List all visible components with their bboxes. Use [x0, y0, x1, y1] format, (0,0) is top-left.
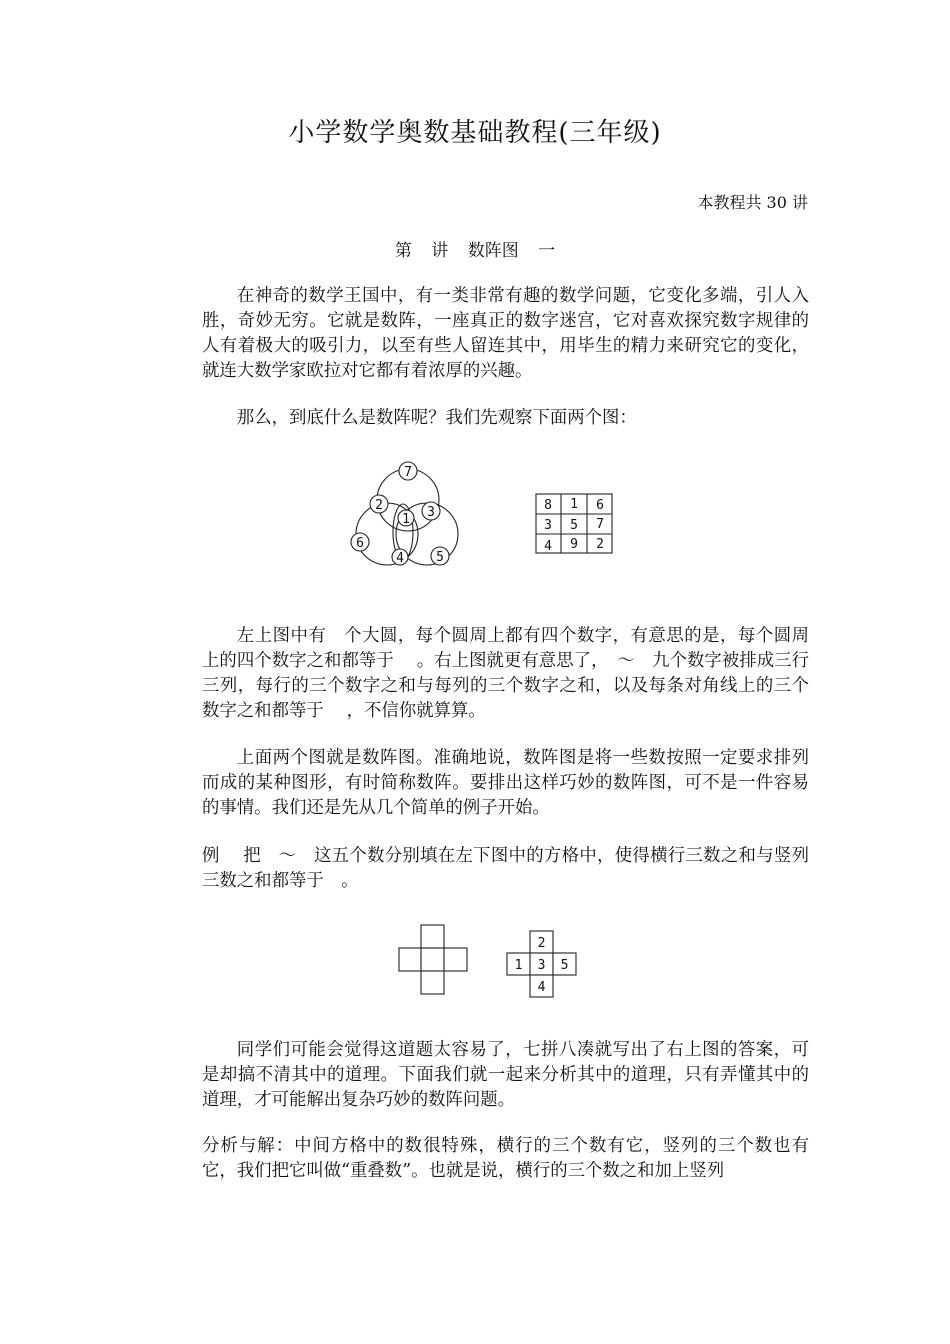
magic-square-figure: [535, 493, 615, 559]
magic-cell: 1: [570, 497, 578, 512]
paragraph-question: 那么，到底什么是数阵呢？我们先观察下面两个图：: [236, 408, 637, 428]
paragraph-example: 例 把 ～ 这五个数分别填在左下图中的方格中，使得横行三数之和与竖列三数之和都等于 。: [202, 846, 809, 891]
paragraph-easy-answer: 同学们可能会觉得这道题太容易了，七拼八凑就写出了右上图的答案，可是却搞不清其中的道理。下面我们就一起来分析其中的道理，只有弄懂其中的道理，才可能解出复杂巧妙的数阵问题。: [202, 1040, 809, 1110]
circle-number: 1: [402, 512, 410, 527]
filled-cross-figure: [506, 930, 580, 1002]
page-title: 小学数学奥数基础教程(三年级): [288, 118, 662, 148]
empty-cross-grid: [398, 924, 470, 996]
paragraph-intro: 在神奇的数学王国中，有一类非常有趣的数学问题，它变化多端，引人入胜，奇妙无穷。它就是数阵，一座真正的数字迷宫，它对喜欢探究数字规律的人有着极大的吸引力，以至有些人留连其中，用毕生的精力来研究它的变化，就连大数学家欧拉对它都有着浓厚的兴趣。: [202, 286, 809, 381]
empty-cross-figure: [398, 924, 470, 1000]
cross-cell-bottom: 4: [537, 980, 546, 995]
lecture-heading: 第 讲 数阵图 一: [394, 241, 556, 261]
cross-cell-right: 5: [560, 958, 569, 973]
circle-number: 2: [375, 498, 383, 513]
magic-cell: 3: [544, 518, 552, 533]
circle-number: 7: [404, 465, 412, 480]
magic-cell: 9: [570, 537, 578, 552]
circle-number-figure: [345, 456, 475, 580]
filled-cross-grid: [506, 930, 580, 998]
paragraph-definition: 上面两个图就是数阵图。准确地说，数阵图是将一些数按照一定要求排列而成的某种图形，有时简称数阵。要排出这样巧妙的数阵图，可不是一件容易的事情。我们还是先从几个简单的例子开始。: [202, 748, 809, 818]
cross-cell-top: 2: [537, 936, 546, 951]
circle-number: 3: [427, 505, 435, 520]
magic-cell: 4: [544, 539, 552, 554]
magic-cell: 5: [570, 518, 578, 533]
magic-cell: 8: [544, 498, 552, 513]
circle-number: 5: [436, 550, 444, 565]
magic-cell: 6: [596, 498, 604, 513]
lecture-count-note: 本教程共 30 讲: [697, 193, 808, 212]
circle-number: 6: [356, 536, 364, 551]
paragraph-analysis: 分析与解：中间方格中的数很特殊，横行的三个数有它，竖列的三个数也有它，我们把它叫做“重叠数”。也就是说，横行的三个数之和加上竖列: [202, 1136, 809, 1181]
paragraph-figure-explanation: 左上图中有 个大圆，每个圆周上都有四个数字，有意思的是，每个圆周上的四个数字之和都等于 。右上图就更有意思了， ～ 九个数字被排成三行三列，每行的三个数字之和与每列的三个数字之和，以及每条对角线上的三个数字之和都等于 ，不信你就算算。: [202, 626, 809, 721]
magic-cell: 2: [596, 537, 604, 552]
magic-square-grid: [535, 493, 615, 555]
circle-diagram: [345, 456, 475, 576]
magic-cell: 7: [596, 517, 604, 532]
cross-cell-left: 1: [514, 958, 523, 973]
cross-cell-center: 3: [537, 958, 546, 973]
circle-number: 4: [396, 551, 404, 566]
